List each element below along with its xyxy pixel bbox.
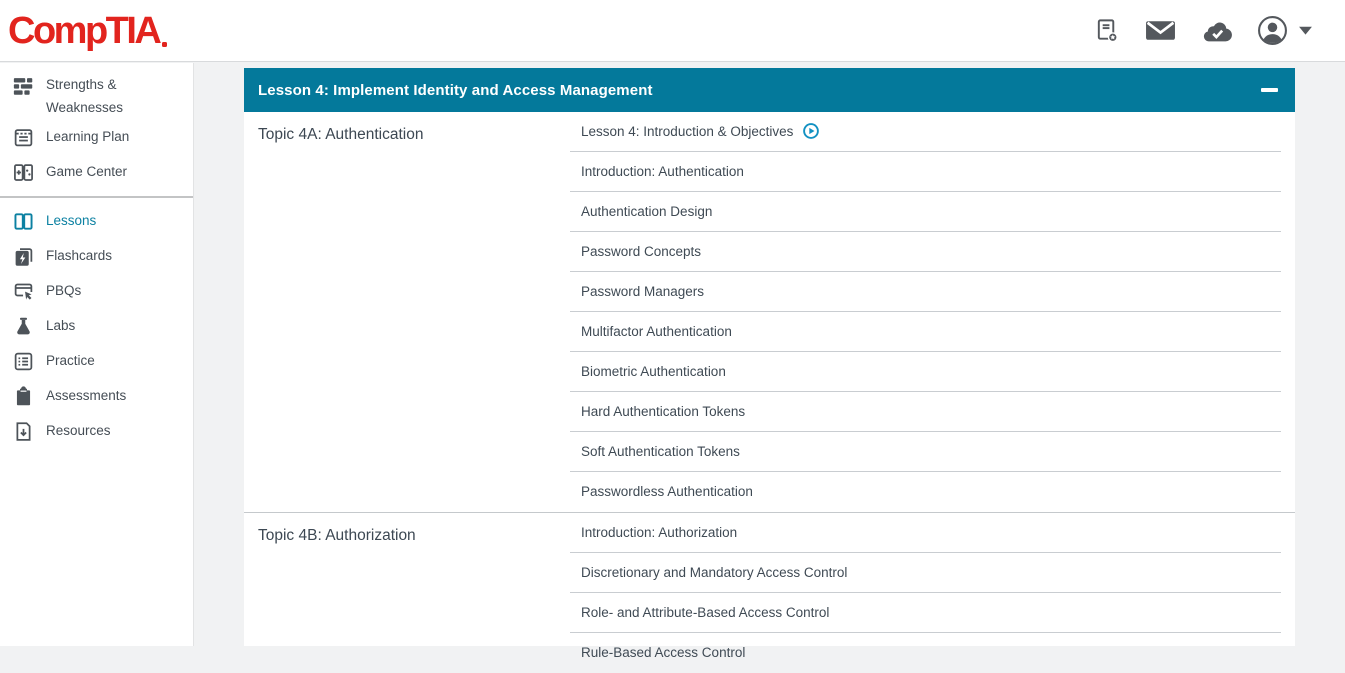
notebook-icon <box>13 127 34 148</box>
lesson-item[interactable]: Discretionary and Mandatory Access Control <box>570 553 1281 593</box>
flask-icon <box>13 316 34 337</box>
top-header <box>0 0 1345 62</box>
sidebar-item-lessons[interactable]: Lessons <box>0 203 193 238</box>
lesson-item[interactable]: Biometric Authentication <box>570 352 1281 392</box>
lesson-title: Lesson 4: Implement Identity and Access Management <box>258 81 653 99</box>
browser-cursor-icon <box>13 281 34 302</box>
lesson-panel <box>244 68 1295 660</box>
sidebar-item-practice[interactable]: Practice <box>0 343 193 378</box>
open-book-icon <box>13 211 34 232</box>
comptia-logo-text: CompTIA <box>8 9 160 52</box>
sidebar <box>0 63 194 646</box>
comptia-logo[interactable] <box>8 6 167 56</box>
clipboard-icon <box>13 386 34 407</box>
lesson-item[interactable]: Hard Authentication Tokens <box>570 392 1281 432</box>
lesson-item[interactable]: Role- and Attribute-Based Access Control <box>570 593 1281 633</box>
checklist-icon <box>13 351 34 372</box>
flashcard-bolt-icon <box>13 246 34 267</box>
lesson-item[interactable]: Introduction: Authentication <box>570 152 1281 192</box>
bars-icon <box>13 75 34 96</box>
sidebar-item-strengths-weaknesses[interactable]: Strengths & Weaknesses <box>0 71 193 119</box>
collapse-minus-icon[interactable] <box>1261 88 1278 92</box>
sidebar-item-resources[interactable]: Resources <box>0 413 193 448</box>
lesson-item[interactable]: Soft Authentication Tokens <box>570 432 1281 472</box>
mail-icon[interactable] <box>1145 18 1176 43</box>
lesson-item[interactable]: Rule-Based Access Control <box>581 645 746 660</box>
lesson-accordion-header[interactable] <box>244 68 1295 112</box>
sidebar-divider <box>0 196 193 198</box>
lesson-item[interactable]: Lesson 4: Introduction & Objectives <box>570 112 1281 152</box>
download-doc-icon <box>13 421 34 442</box>
caret-down-icon[interactable] <box>1298 25 1313 36</box>
cloud-check-icon[interactable] <box>1200 18 1233 43</box>
topic-section <box>244 112 1295 512</box>
sidebar-item-assessments[interactable]: Assessments <box>0 378 193 413</box>
header-icon-group <box>1094 15 1313 46</box>
sidebar-group-main <box>0 203 193 448</box>
lesson-item[interactable]: Password Concepts <box>570 232 1281 272</box>
lesson-item[interactable]: Password Managers <box>570 272 1281 312</box>
sidebar-group-top <box>0 71 193 189</box>
lesson-item[interactable]: Authentication Design <box>570 192 1281 232</box>
sidebar-item-learning-plan[interactable]: Learning Plan <box>0 119 193 154</box>
game-icon <box>13 162 34 183</box>
topic-title: Topic 4B: Authorization <box>258 527 416 544</box>
lesson-item[interactable]: Introduction: Authorization <box>570 513 1281 553</box>
sidebar-item-labs[interactable]: Labs <box>0 308 193 343</box>
topic-title: Topic 4A: Authentication <box>258 126 424 143</box>
lesson-item[interactable]: Passwordless Authentication <box>581 484 753 499</box>
play-icon[interactable] <box>803 123 819 139</box>
account-icon[interactable] <box>1257 15 1288 46</box>
lesson-item[interactable]: Multifactor Authentication <box>570 312 1281 352</box>
registered-mark-dot <box>162 42 167 47</box>
sidebar-item-game-center[interactable]: Game Center <box>0 154 193 189</box>
document-star-icon[interactable] <box>1094 17 1121 45</box>
sidebar-item-flashcards[interactable]: Flashcards <box>0 238 193 273</box>
lesson-body <box>244 112 1295 673</box>
topic-section <box>244 512 1295 673</box>
sidebar-item-pbqs[interactable]: PBQs <box>0 273 193 308</box>
